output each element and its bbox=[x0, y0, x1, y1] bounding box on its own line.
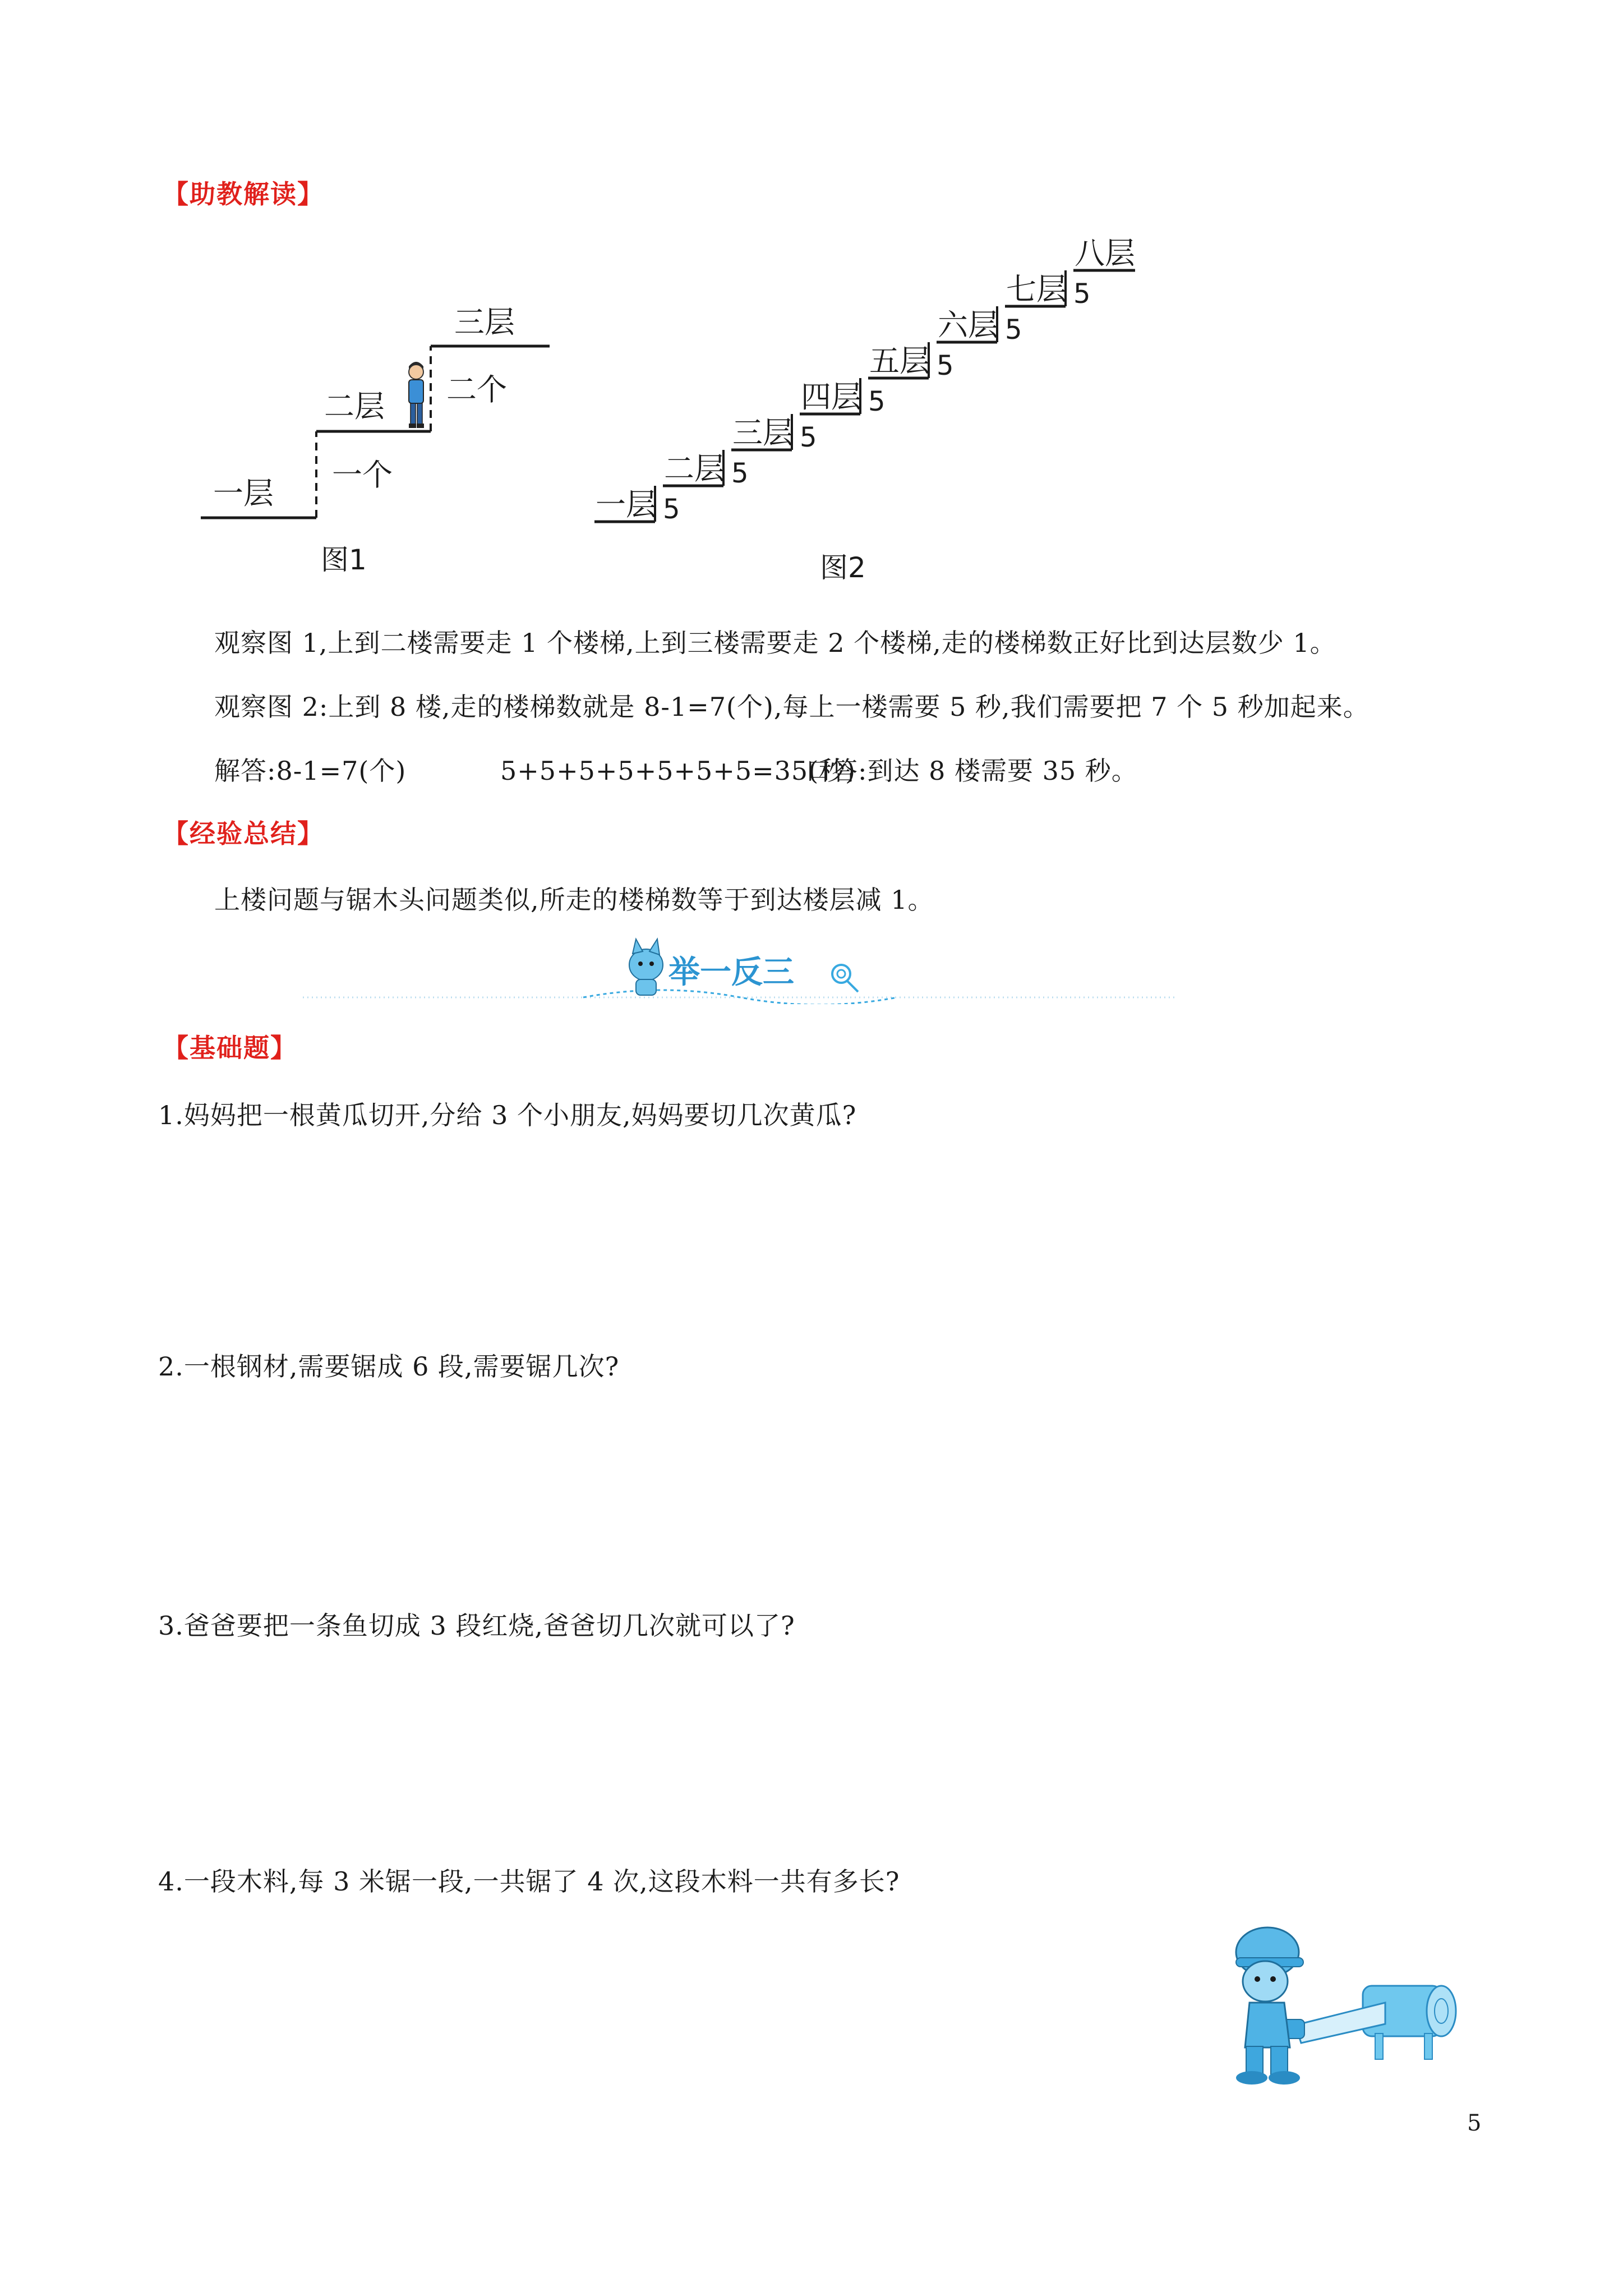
fig1-step1-label: 一个 bbox=[332, 457, 393, 493]
boy-worker-icon bbox=[1236, 1927, 1303, 2085]
fig1-floor2-label: 二层 bbox=[324, 389, 385, 424]
fig2-floor-label-6: 六层 bbox=[938, 307, 998, 343]
figure-1-caption: 图1 bbox=[321, 544, 367, 576]
fig2-floor-label-5: 五层 bbox=[869, 343, 930, 379]
figure-1-staircase bbox=[191, 283, 561, 581]
worker-with-saw-illustration bbox=[1217, 1918, 1464, 2098]
explanation-line-1: 观察图 1,上到二楼需要走 1 个楼梯,上到三楼需要走 2 个楼梯,走的楼梯数正好比到达层数少 1。 bbox=[214, 628, 1336, 658]
section-title-helper: 【助教解读】 bbox=[163, 179, 324, 209]
fig2-step-value-4: 5 bbox=[868, 386, 886, 417]
fig2-step-value-1: 5 bbox=[663, 494, 680, 525]
fig2-step-value-3: 5 bbox=[800, 422, 817, 453]
fig2-floor-label-2: 二层 bbox=[664, 451, 725, 486]
section-title-summary: 【经验总结】 bbox=[163, 818, 324, 849]
question-3: 3.爸爸要把一条鱼切成 3 段红烧,爸爸切几次就可以了? bbox=[158, 1611, 795, 1641]
fig1-floor1-label: 一层 bbox=[213, 476, 274, 511]
answer-oral: 口答:到达 8 楼需要 35 秒。 bbox=[805, 756, 1138, 786]
summary-text: 上楼问题与锯木头问题类似,所走的楼梯数等于到达楼层减 1。 bbox=[214, 885, 934, 915]
fig2-step-value-2: 5 bbox=[731, 458, 749, 489]
answer-step-2: 5+5+5+5+5+5+5=35(秒) bbox=[500, 756, 856, 786]
fig2-step-value-5: 5 bbox=[937, 350, 954, 381]
question-1: 1.妈妈把一根黄瓜切开,分给 3 个小朋友,妈妈要切几次黄瓜? bbox=[158, 1100, 857, 1130]
lollipop-icon bbox=[832, 965, 858, 992]
fig2-floor-label-7: 七层 bbox=[1006, 272, 1067, 307]
page-number: 5 bbox=[1467, 2110, 1482, 2136]
fig2-floor-label-4: 四层 bbox=[801, 379, 861, 415]
fig1-floor3-label: 三层 bbox=[454, 305, 515, 340]
figure-2-caption: 图2 bbox=[820, 551, 866, 584]
fig2-floor-label-3: 三层 bbox=[732, 415, 793, 450]
fig2-floor-label-1: 一层 bbox=[596, 487, 656, 522]
saw-icon bbox=[1280, 2003, 1385, 2043]
question-4: 4.一段木料,每 3 米锯一段,一共锯了 4 次,这段木料一共有多长? bbox=[158, 1866, 900, 1897]
fig2-step-value-6: 5 bbox=[1005, 314, 1022, 346]
question-2: 2.一根钢材,需要锯成 6 段,需要锯几次? bbox=[158, 1351, 620, 1382]
explanation-line-2: 观察图 2:上到 8 楼,走的楼梯数就是 8-1=7(个),每上一楼需要 5 秒,我们需要把 7 个 5 秒加起来。 bbox=[214, 692, 1370, 722]
banner-title: 举一反三 bbox=[668, 954, 794, 991]
child-figure-icon bbox=[409, 362, 424, 428]
figure-2-staircase bbox=[583, 230, 1155, 544]
fig1-step2-label: 二个 bbox=[446, 372, 507, 407]
fig2-floor-label-8: 八层 bbox=[1075, 236, 1135, 271]
cat-mascot-icon bbox=[629, 939, 663, 995]
practice-banner bbox=[303, 931, 1178, 1004]
answer-step-1: 解答:8-1=7(个) bbox=[214, 756, 407, 786]
section-title-basic: 【基础题】 bbox=[163, 1033, 297, 1063]
fig2-step-value-7: 5 bbox=[1073, 278, 1091, 310]
